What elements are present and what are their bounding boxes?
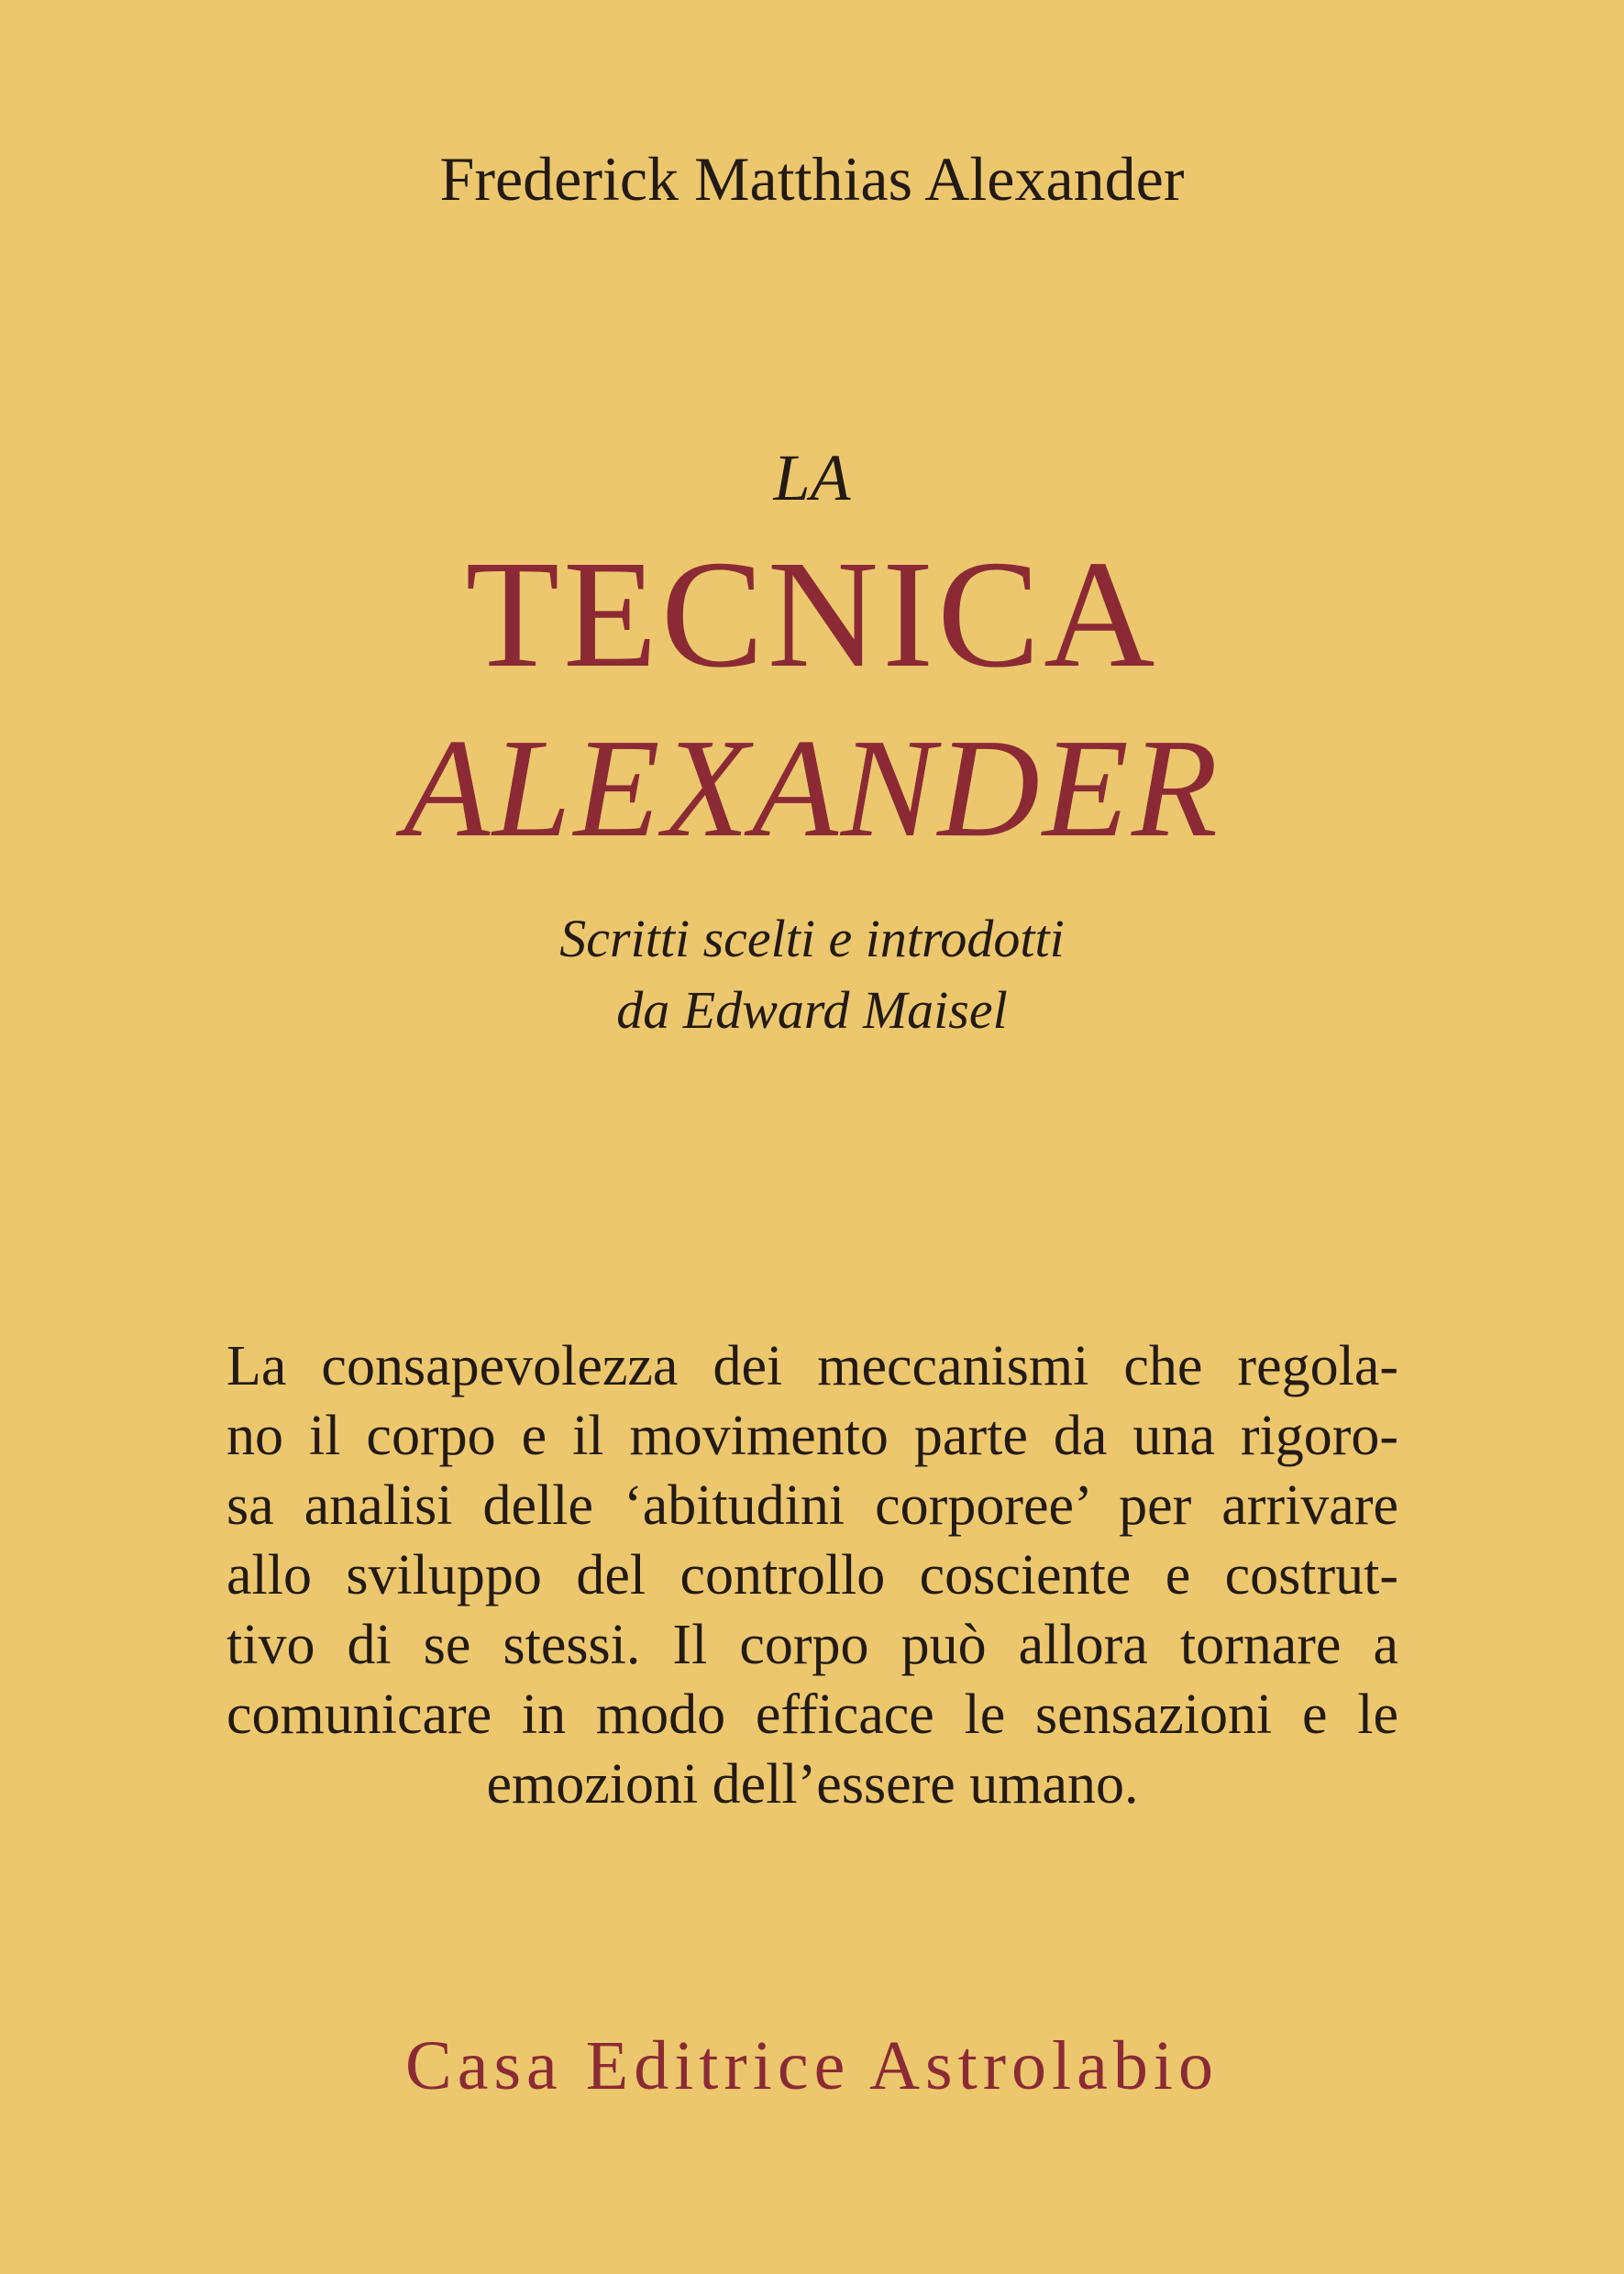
title-article: LA xyxy=(773,441,851,514)
author-name: Frederick Matthias Alexander xyxy=(439,144,1185,214)
editor-line-1: Scritti scelti e introdotti xyxy=(559,909,1065,968)
blurb-line: no il corpo e il movimento parte da una rigoro- xyxy=(226,1405,1398,1467)
blurb-line: comunicare in modo efficace le sensazioni e le xyxy=(226,1683,1398,1746)
title-main: TECNICA xyxy=(465,529,1159,700)
editor-line-2: da Edward Maisel xyxy=(616,980,1008,1040)
title-subtitle: ALEXANDER xyxy=(403,711,1221,867)
editor-credit xyxy=(0,903,1624,1046)
cover-blurb xyxy=(226,1331,1398,1819)
blurb-line: tivo di se stessi. Il corpo può allora tornare a xyxy=(226,1614,1398,1676)
blurb-line: allo sviluppo del controllo cosciente e costrut- xyxy=(226,1544,1398,1606)
blurb-line: sa analisi delle ‘abitudini corporee’ per arrivare xyxy=(226,1474,1398,1537)
publisher-name: Casa Editrice Astrolabio xyxy=(405,2027,1219,2104)
blurb-line: emozioni dell’essere umano. xyxy=(486,1753,1139,1816)
blurb-line: La consapevolezza dei meccanismi che regola- xyxy=(226,1335,1398,1397)
